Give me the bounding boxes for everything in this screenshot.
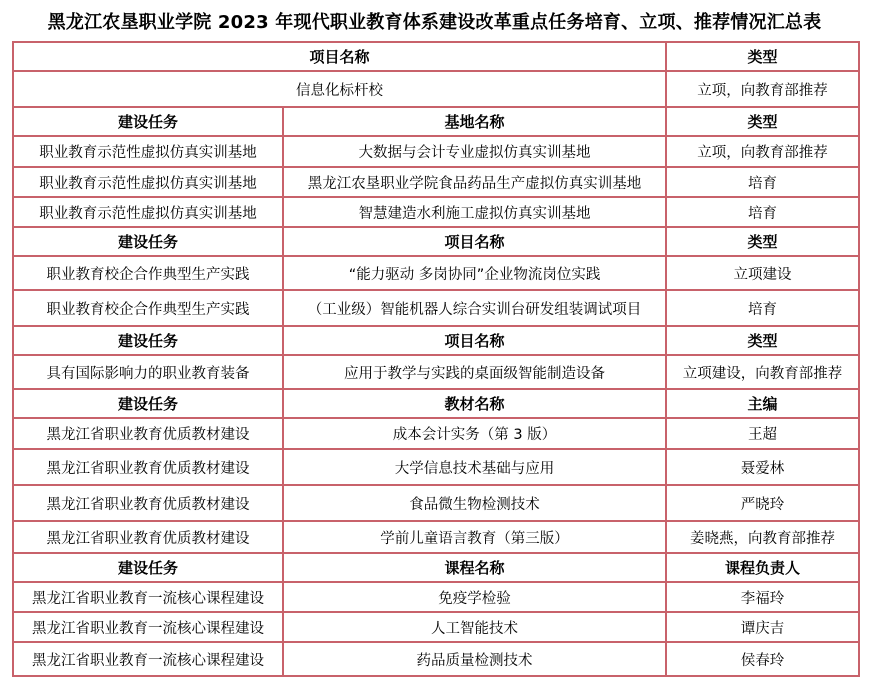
task-cell: 职业教育示范性虚拟仿真实训基地 [13, 136, 283, 167]
task-cell: 黑龙江省职业教育优质教材建设 [13, 449, 283, 485]
page-title: 黑龙江农垦职业学院 2023 年现代职业教育体系建设改革重点任务培育、立项、推荐情况汇总表 [47, 12, 822, 33]
name-cell: 人工智能技术 [283, 612, 666, 642]
table-row [13, 136, 859, 167]
name-cell: “能力驱动 多岗协同”企业物流岗位实践 [283, 256, 666, 290]
name-cell: 免疫学检验 [283, 582, 666, 612]
task-cell: 黑龙江省职业教育一流核心课程建设 [13, 612, 283, 642]
table-row [13, 449, 859, 485]
header-project-name: 项目名称 [283, 326, 666, 355]
table-row [13, 521, 859, 553]
section1-header-row [13, 42, 859, 71]
editor-cell: 严晓玲 [666, 485, 859, 521]
header-course-leader: 课程负责人 [666, 553, 859, 582]
editor-cell: 聂爱林 [666, 449, 859, 485]
header-task: 建设任务 [13, 227, 283, 256]
name-cell: 大数据与会计专业虚拟仿真实训基地 [283, 136, 666, 167]
table-row [13, 197, 859, 227]
header-course-name: 课程名称 [283, 553, 666, 582]
leader-cell: 李福玲 [666, 582, 859, 612]
header-type: 类型 [666, 326, 859, 355]
header-project-name: 项目名称 [13, 42, 666, 71]
task-cell: 职业教育示范性虚拟仿真实训基地 [13, 197, 283, 227]
section3-header-row [13, 227, 859, 256]
task-cell: 黑龙江省职业教育一流核心课程建设 [13, 642, 283, 676]
name-cell: 智慧建造水利施工虚拟仿真实训基地 [283, 197, 666, 227]
header-base-name: 基地名称 [283, 107, 666, 136]
task-cell: 黑龙江省职业教育一流核心课程建设 [13, 582, 283, 612]
name-cell: 学前儿童语言教育（第三版） [283, 521, 666, 553]
task-cell: 黑龙江省职业教育优质教材建设 [13, 485, 283, 521]
type-cell: 培育 [666, 167, 859, 197]
leader-cell: 侯春玲 [666, 642, 859, 676]
summary-table [12, 41, 860, 677]
task-cell: 黑龙江省职业教育优质教材建设 [13, 521, 283, 553]
section6-header-row [13, 553, 859, 582]
table-row [13, 71, 859, 107]
table-row [13, 612, 859, 642]
header-type: 类型 [666, 107, 859, 136]
table-row [13, 485, 859, 521]
type-cell: 培育 [666, 290, 859, 326]
task-cell: 黑龙江省职业教育优质教材建设 [13, 418, 283, 449]
name-cell: 药品质量检测技术 [283, 642, 666, 676]
header-type: 类型 [666, 227, 859, 256]
table-row [13, 290, 859, 326]
leader-cell: 谭庆吉 [666, 612, 859, 642]
table-row [13, 418, 859, 449]
header-textbook-name: 教材名称 [283, 389, 666, 418]
header-editor: 主编 [666, 389, 859, 418]
type-cell: 立项，向教育部推荐 [666, 71, 859, 107]
header-project-name: 项目名称 [283, 227, 666, 256]
table-row [13, 355, 859, 389]
section5-header-row [13, 389, 859, 418]
table-row [13, 256, 859, 290]
task-cell: 职业教育示范性虚拟仿真实训基地 [13, 167, 283, 197]
header-task: 建设任务 [13, 389, 283, 418]
section2-header-row [13, 107, 859, 136]
header-task: 建设任务 [13, 107, 283, 136]
type-cell: 立项建设，向教育部推荐 [666, 355, 859, 389]
editor-cell: 姜晓燕，向教育部推荐 [666, 521, 859, 553]
project-name-cell: 信息化标杆校 [13, 71, 666, 107]
task-cell: 具有国际影响力的职业教育装备 [13, 355, 283, 389]
task-cell: 职业教育校企合作典型生产实践 [13, 256, 283, 290]
table-row [13, 642, 859, 676]
name-cell: （工业级）智能机器人综合实训台研发组装调试项目 [283, 290, 666, 326]
header-task: 建设任务 [13, 326, 283, 355]
type-cell: 培育 [666, 197, 859, 227]
header-task: 建设任务 [13, 553, 283, 582]
type-cell: 立项，向教育部推荐 [666, 136, 859, 167]
table-row [13, 167, 859, 197]
name-cell: 大学信息技术基础与应用 [283, 449, 666, 485]
name-cell: 成本会计实务（第 3 版） [283, 418, 666, 449]
editor-cell: 王超 [666, 418, 859, 449]
section4-header-row [13, 326, 859, 355]
task-cell: 职业教育校企合作典型生产实践 [13, 290, 283, 326]
header-type: 类型 [666, 42, 859, 71]
type-cell: 立项建设 [666, 256, 859, 290]
name-cell: 应用于教学与实践的桌面级智能制造设备 [283, 355, 666, 389]
name-cell: 食品微生物检测技术 [283, 485, 666, 521]
table-row [13, 582, 859, 612]
name-cell: 黑龙江农垦职业学院食品药品生产虚拟仿真实训基地 [283, 167, 666, 197]
